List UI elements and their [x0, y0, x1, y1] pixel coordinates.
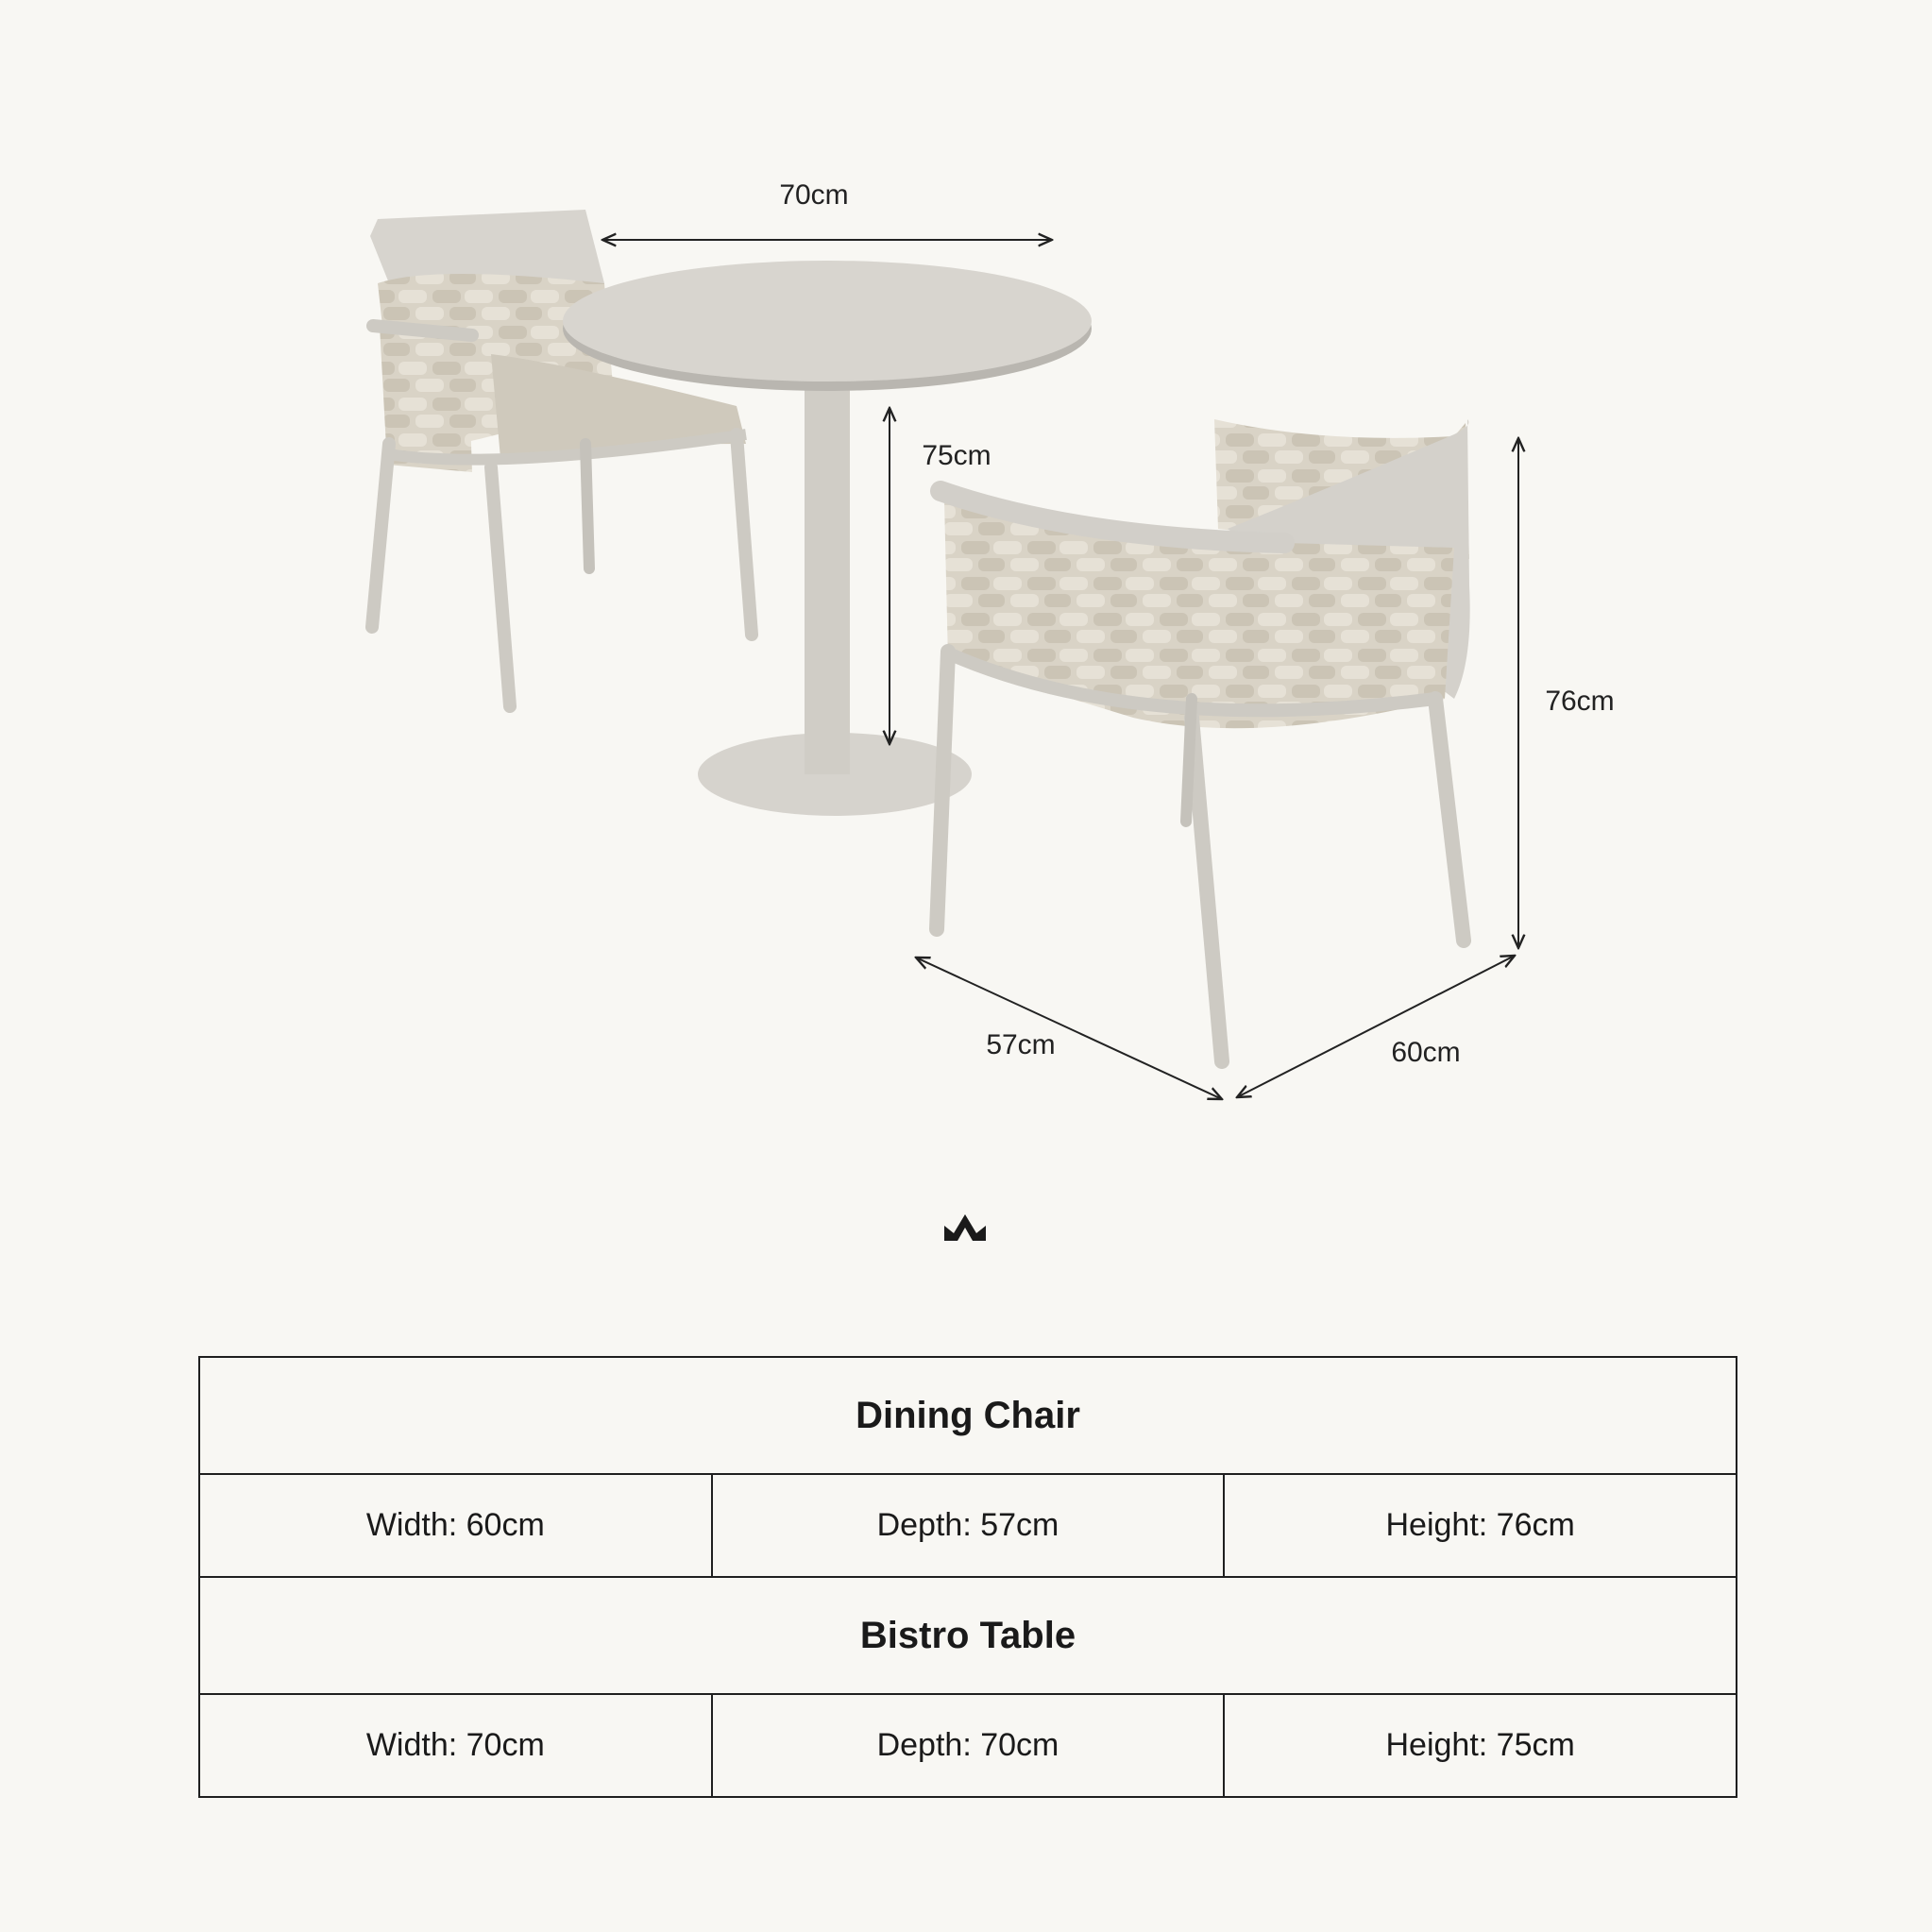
- dining-chair-width: Width: 60cm: [199, 1474, 712, 1577]
- crown-icon: [944, 1214, 986, 1241]
- bistro-table-title: Bistro Table: [199, 1577, 1737, 1694]
- chair-depth-label: 57cm: [986, 1029, 1056, 1060]
- table-height-label: 75cm: [922, 440, 991, 471]
- chair-depth-arrow: [916, 958, 1222, 1099]
- table-top: [563, 261, 1092, 381]
- table-width-label: 70cm: [779, 179, 849, 211]
- dining-chair-title: Dining Chair: [199, 1357, 1737, 1474]
- table-pedestal: [805, 378, 850, 774]
- chair-width-arrow: [1237, 956, 1515, 1097]
- right-chair: [937, 419, 1470, 1061]
- bistro-table-depth: Depth: 70cm: [712, 1694, 1225, 1797]
- chair-width-label: 60cm: [1391, 1037, 1461, 1068]
- bistro-table-height: Height: 75cm: [1224, 1694, 1737, 1797]
- dining-chair-depth: Depth: 57cm: [712, 1474, 1225, 1577]
- dining-chair-height: Height: 76cm: [1224, 1474, 1737, 1577]
- spec-table: [198, 1356, 1737, 1798]
- bistro-table-width: Width: 70cm: [199, 1694, 712, 1797]
- chair-height-label: 76cm: [1545, 686, 1615, 717]
